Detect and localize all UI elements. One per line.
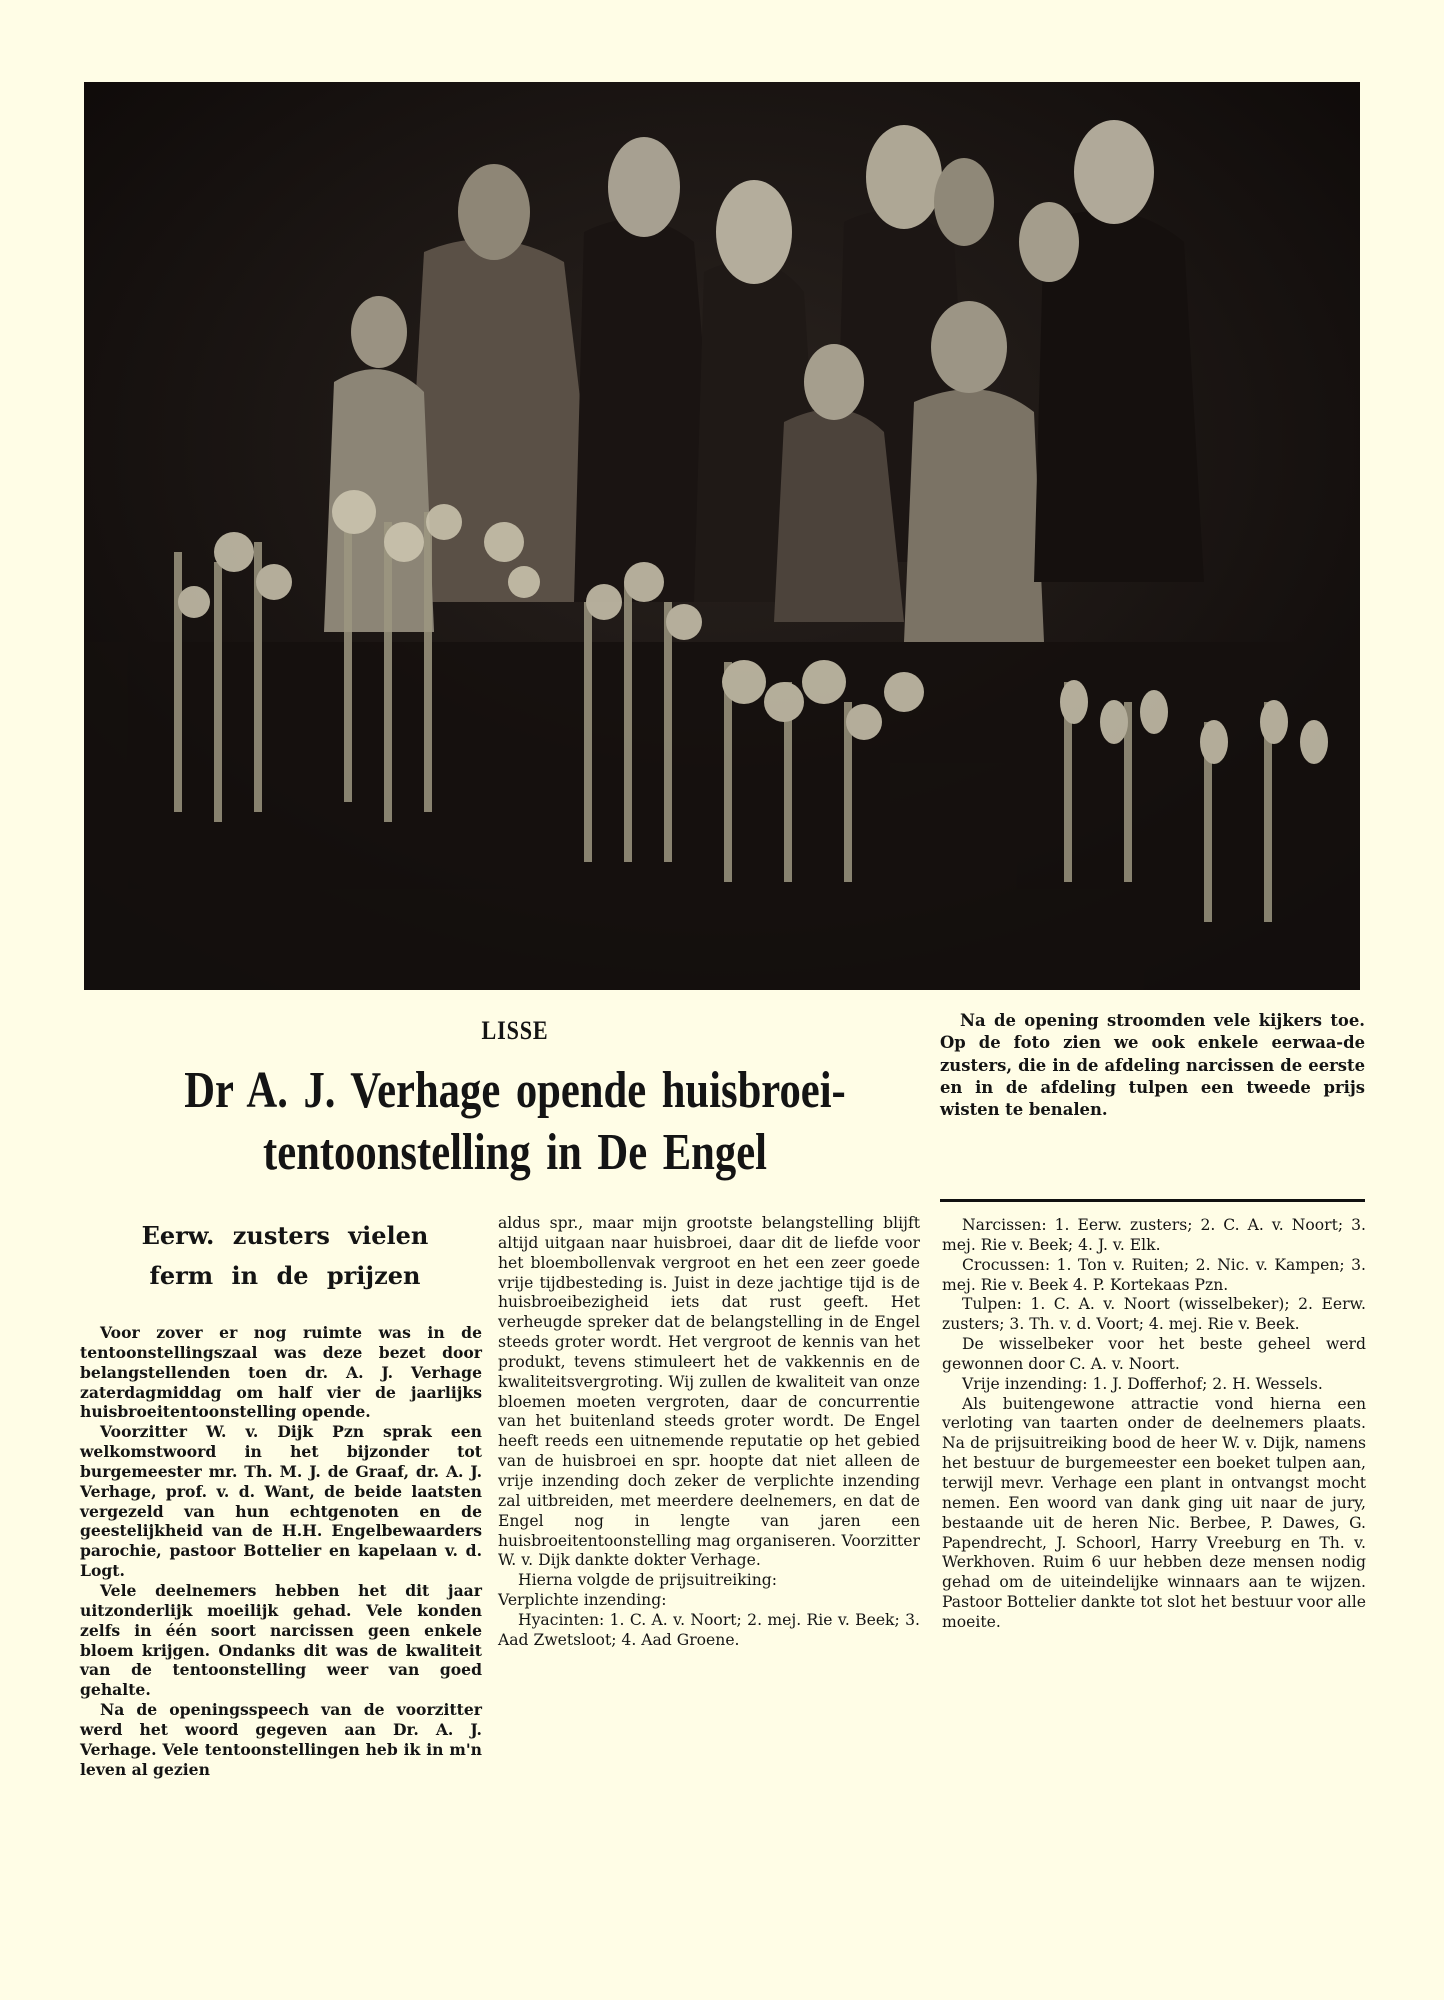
photo-illustration — [84, 82, 1360, 990]
headline-line: tentoonstelling in De Engel — [263, 1124, 767, 1181]
paragraph: Hyacinten: 1. C. A. v. Noort; 2. mej. Rie v. Beek; 3. Aad Zwetsloot; 4. Aad Groene. — [498, 1610, 920, 1649]
paragraph: Verplichte inzending: — [498, 1591, 667, 1610]
article-kicker: LISSE — [481, 1016, 549, 1045]
paragraph: Na de openingsspeech van de voorzitter werd het woord gegeven aan Dr. A. J. Verhage. Vele tentoonstellingen heb ik in m'n leven al gezien — [80, 1700, 482, 1779]
results-tulpen: Tulpen: 1. C. A. v. Noort (wisselbeker); 2. Eerw. zusters; 3. Th. v. d. Voort; 4. mej. Rie v. Beek. — [942, 1295, 1366, 1334]
results-vrije-inzending: Vrije inzending: 1. J. Dofferhof; 2. H. Wessels. — [962, 1374, 1323, 1393]
subhead-line: Eerw. zusters vielen — [141, 1221, 429, 1250]
caption-divider — [940, 1199, 1365, 1202]
paragraph: aldus spr., maar mijn grootste belangstelling blijft altijd uitgaan naar huisbroei, daar dit de liefde voor het bloembollenvak vergroot en het een zeer goede vrije tijdbesteding is. Juist in deze jachtige tijd is de huisbroeibezigheid iets dat rust geeft. Het verheugde spreker dat de belangstelling in de Engel steeds groter wordt. Het vergroot de kennis van het produkt, tevens stimuleert het de vakkennis en de kwaliteitsvergroting. Wij zullen de kwaliteit van onze bloemen moeten vergroten, daar de concurrentie van het buitenland steeds groter wordt. De Engel heeft reeds een uitnemende reputatie op het gebied van de huisbroei en spr. hoopte dat niet alleen de vrije inzending doch zeker de verplichte inzending zal uitbreiden, met meerdere deelnemers, en dat de Engel nog in lengte van jaren een huisbroeitentoonstelling mag organiseren. Voorzitter W. v. Dijk dankte dokter Verhage. — [498, 1214, 920, 1570]
article-headline — [158, 1060, 871, 1184]
paragraph: Voorzitter W. v. Dijk Pzn sprak een welkomstwoord in het bijzonder tot burgemeester mr. Th. M. J. de Graaf, dr. A. J. Verhage, prof. v. d. Want, de beide laatsten vergezeld van hun echtgenoten en de geestelijkheid van de H.H. Engelbewaarders parochie, pastoor Bottelier en kapelaan v. d. Logt. — [80, 1422, 482, 1581]
article-column-2 — [498, 1214, 920, 1651]
subhead-line: ferm in de prijzen — [149, 1261, 421, 1290]
paragraph: Voor zover er nog ruimte was in de tentoonstellingszaal was deze bezet door belangstellenden toen dr. A. J. Verhage zaterdagmiddag om half vier de jaarlijks huisbroeitentoonstelling opende. — [80, 1323, 482, 1422]
news-photo — [84, 82, 1360, 990]
results-crocussen: Crocussen: 1. Ton v. Ruiten; 2. Nic. v. Kampen; 3. mej. Rie v. Beek 4. P. Kortekaas Pzn. — [942, 1255, 1366, 1294]
results-narcissen: Narcissen: 1. Eerw. zusters; 2. C. A. v. Noort; 3. mej. Rie v. Beek; 4. J. v. Elk. — [942, 1216, 1366, 1254]
paragraph: De wisselbeker voor het beste geheel werd gewonnen door C. A. v. Noort. — [942, 1335, 1366, 1373]
paragraph: Als buitengewone attractie vond hierna een verloting van taarten onder de deelnemers plaats. Na de prijsuitreiking bood de heer W. v. Dijk, namens het bestuur de burgemeester een boeket tulpen aan, terwijl mevr. Verhage een plant in ontvangst mocht nemen. Een woord van dank ging uit naar de jury, bestaande uit de heren Nic. Berbee, P. Dawes, G. Papendrecht, J. Schoorl, Harry Vreeburg en Th. v. Werkhoven. Ruim 6 uur hebben deze mensen nodig gehad om de uiteindelijke winnaars aan te wijzen. Pastoor Bottelier dankte tot slot het bestuur voor alle moeite. — [942, 1394, 1366, 1631]
paragraph: Vele deelnemers hebben het dit jaar uitzonderlijk moeilijk gehad. Vele konden zelfs in één soort narcissen geen enkele bloem krijgen. Ondanks dit was de kwaliteit van de tentoonstelling weer van goed gehalte. — [80, 1580, 482, 1700]
article-column-3 — [942, 1216, 1366, 1633]
photo-caption: Na de opening stroomden vele kijkers toe. Op de foto zien we ook enkele eerwaa-de zusters, die in de afdeling narcissen de eerste en in de afdeling tulpen een tweede prijs wisten te benalen. — [940, 1011, 1365, 1120]
article-column-1 — [80, 1323, 482, 1779]
article-subheadline — [80, 1216, 490, 1296]
paragraph: Hierna volgde de prijsuitreiking: — [518, 1571, 778, 1590]
headline-line: Dr A. J. Verhage opende huisbroei- — [184, 1062, 846, 1119]
